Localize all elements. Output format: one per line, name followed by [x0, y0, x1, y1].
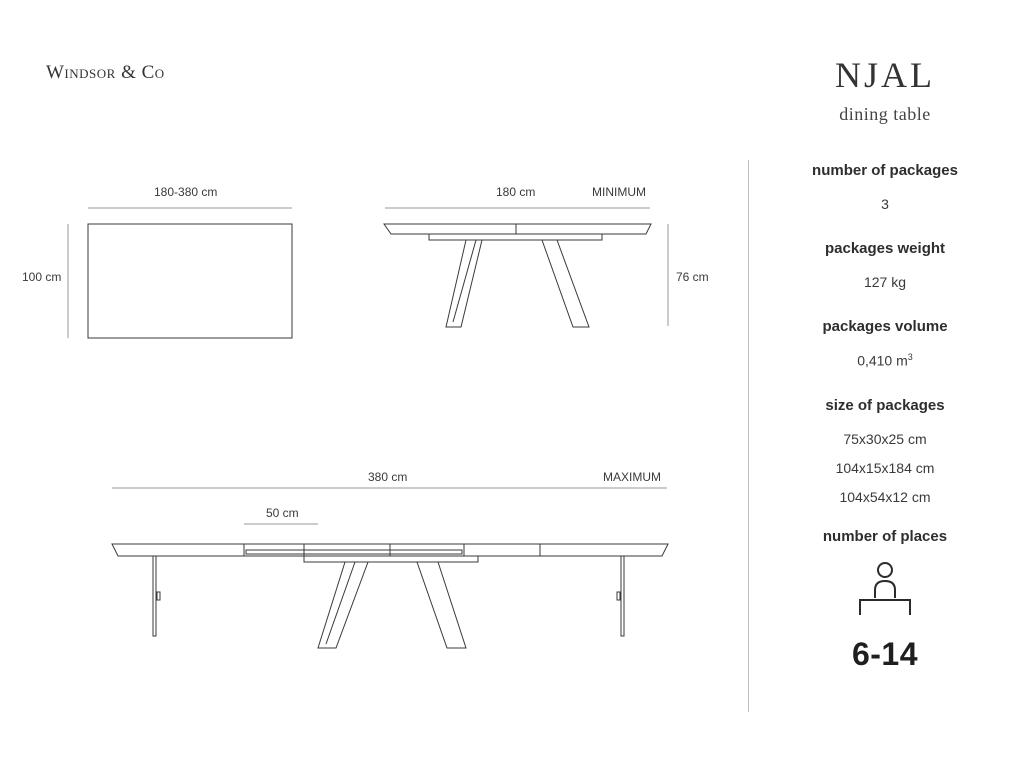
label-min-length: 180 cm: [496, 185, 536, 199]
spec-weight-label: packages weight: [824, 240, 946, 257]
label-minimum: MINIMUM: [592, 185, 646, 199]
table-top-view: [88, 224, 292, 338]
label-top-length: 180-380 cm: [154, 185, 218, 199]
spec-places-label: number of places: [822, 528, 948, 545]
table-max-side-view: [112, 544, 668, 648]
table-min-side-view: [384, 224, 651, 327]
spec-sizes-label: size of packages: [825, 397, 945, 414]
spec-packages-count-label: number of packages: [812, 162, 958, 179]
product-name: NJAL: [835, 55, 935, 95]
spec-weight-value: 127 kg: [863, 274, 907, 290]
spec-size-1: 75x30x25 cm: [843, 431, 927, 447]
spec-volume-label: packages volume: [822, 318, 948, 335]
label-extension: 50 cm: [266, 506, 299, 520]
vertical-divider: [748, 160, 749, 712]
label-maximum: MAXIMUM: [603, 470, 661, 484]
spec-volume-value: [780, 352, 990, 369]
label-max-length: 380 cm: [368, 470, 408, 484]
product-subtitle: dining table: [839, 104, 931, 124]
spec-volume-unit-sup: 3: [907, 352, 913, 362]
spec-packages-count-value: 3: [881, 196, 889, 212]
label-top-width: 100 cm: [22, 270, 62, 284]
spec-size-3: 104x54x12 cm: [839, 489, 931, 505]
brand-logo: Windsor & Co: [46, 62, 165, 83]
spec-volume-number: 0,410 m: [857, 352, 908, 369]
spec-size-2: 104x15x184 cm: [835, 460, 935, 476]
label-height: 76 cm: [676, 270, 709, 284]
person-at-table-icon: [855, 560, 915, 618]
spec-places-value: 6-14: [851, 636, 919, 672]
